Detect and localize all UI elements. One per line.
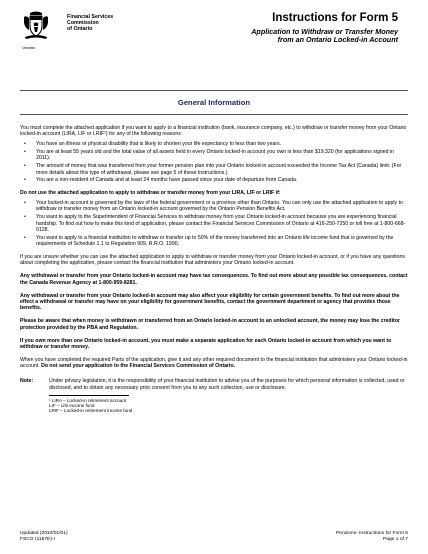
footnote-divider [49, 395, 129, 396]
do-not-heading: Do not use the attached application to apply to withdraw or transfer money from your LIRA, LIF or LRIF if: [20, 190, 281, 197]
updated-date: Updated (2010/01/01) [20, 531, 68, 536]
ontario-coat-of-arms-icon [22, 10, 50, 40]
footnotes [49, 398, 408, 414]
note-text: Under privacy legislation, it is the responsibility of your financial institution to advise you of the purposes for which personal information is collected, used or disclosed, and to obtain any necessary prior consent from you to any such collection, use or disclosure. [49, 378, 405, 391]
footnote-line: LRIF – Locked-in retirement income fund [49, 408, 133, 414]
creditor-paragraph: Please be aware that when money is withdrawn or transferred from an Ontario locked-in account to an unlocked account, the money may lose the creditor protection provided by the PBA and Regulation. [20, 318, 400, 331]
document-series: Pensions- Instructions for Form 5 [335, 531, 408, 536]
form-code: FSCO (1167E)-I [20, 537, 55, 542]
list-item: • You want to apply to the Superintendent of Financial Services to withdraw money from your Ontario locked-in account because you are experiencing financial hardship. To find out how to make this kind of application, please contact the Financial Services Commission of Ontario at 416-250-7250 or toll free at 1-800-668-0128. [20, 214, 408, 233]
tax-paragraph: Any withdrawal or transfer from your Ontario locked-in account may have tax consequences. To find out more about any possible tax consequences, contact the Canada Revenue Agency at 1-800-959-8281. [20, 273, 408, 286]
ontario-wordmark: Ontario [22, 45, 36, 50]
org-line: of Ontario [67, 26, 93, 33]
footnote-line: ¹ LIRA – Locked-in retirement account [49, 397, 127, 403]
list-item: • The amount of money that was transferred from your former pension plan into your Ontario locked-in account exceeded the Income Tax Act (Canada) limit. (For more details about this type of withdrawal, please see page 5 of these Instructions.) [20, 163, 408, 176]
subtitle-line: Application to Withdraw or Transfer Money [251, 27, 398, 36]
intro-paragraph: You must complete the attached application if you want to apply to a financial institution (bank, insurance company, etc.) to withdraw or transfer money from your Ontario locked-in account (LIRA, LIF or LRIF¹) for any of the following reasons: [20, 125, 407, 138]
section-divider-bottom [20, 114, 408, 115]
page-number: Page 1 of 7 [382, 537, 408, 542]
list-item: • You are at least 55 years old and the total value of all assets held in every Ontario locked-in account you own is less than $19,320 (for applications signed in 2011). [20, 149, 408, 162]
document-subtitle [251, 28, 398, 45]
section-divider-top [20, 90, 408, 91]
list-item: • You are a non-resident of Canada and at least 24 months have passed since your date of departure from Canada. [20, 177, 408, 183]
org-line: Commission [67, 20, 99, 27]
org-line: Financial Services [67, 14, 114, 20]
reasons-list [20, 141, 408, 183]
document-body [20, 125, 408, 414]
privacy-note [20, 378, 408, 391]
subtitle-line: from an Ontario Locked-in Account [277, 35, 398, 45]
footer-left [20, 531, 68, 543]
list-item: • You want to apply to a financial institution to withdraw or transfer up to 50% of the money transferred into an Ontario life income fund that is governed by the requirements of Schedule 1.1 to Regulation 909, R.R.O. 1990. [20, 235, 408, 248]
benefits-paragraph: Any withdrawal or transfer from your Ontario locked-in account may also affect your eligibility for certain government benefits. To find out more about the effect a withdrawal or transfer may have on your eligibility for government benefits, contact the government department or agency that provides those benefits. [20, 292, 400, 312]
list-item: • Your locked-in account is governed by the laws of the federal government or a province other than Ontario. You can only use the attached application to apply to withdraw or transfer money from an Ontario locked-in account governed by the Ontario Pension Benefits Act. [20, 200, 408, 213]
note-label: Note: [20, 378, 34, 385]
section-heading: General Information [177, 98, 251, 107]
footer-right [336, 531, 408, 543]
document-title: Instructions for Form 5 [272, 12, 398, 24]
organization-name [67, 14, 113, 33]
list-item: • You have an illness or physical disability that is likely to shorten your life expectancy to less than two years. [20, 141, 408, 147]
unsure-paragraph: If you are unsure whether you can use the attached application to apply to withdraw or transfer money from your Ontario locked-in account, or if you have any questions about completing the application, please contact the financial institution that administers your Ontario locked-in account. [20, 253, 405, 267]
completion-paragraph [20, 357, 408, 370]
exclusions-list [20, 200, 408, 247]
completion-warning: Do not send your application to the Financial Services Commission of Ontario. [41, 363, 236, 370]
multiple-accounts-paragraph: If you own more than one Ontario locked-in account, you must make a separate application for each Ontario locked-in account from which you want to withdraw or transfer money. [20, 337, 392, 351]
completion-text: When you have completed the required Parts of the application, give it and any other required document to the financial institution that administers your Ontario locked-in account. [20, 356, 408, 370]
footnote-line: LIF – Life income fund [49, 403, 95, 409]
